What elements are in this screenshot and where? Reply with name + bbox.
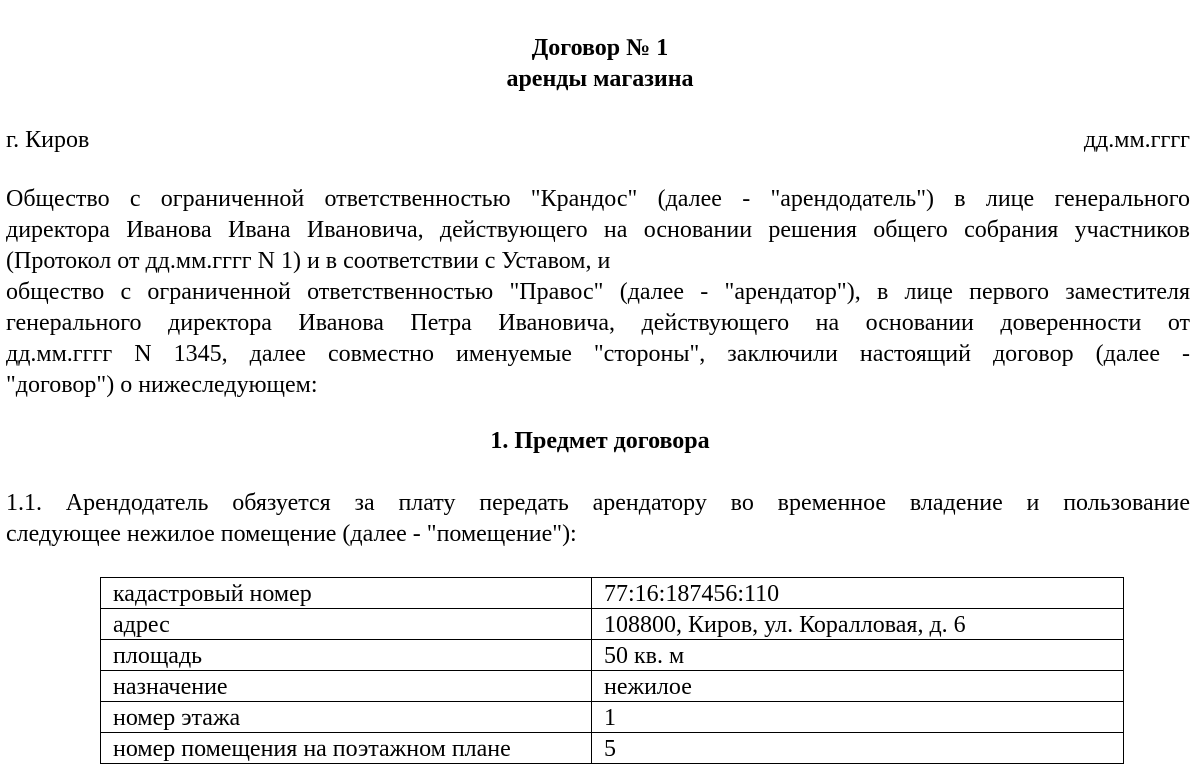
- table-row: [101, 702, 1124, 733]
- table-row: [101, 671, 1124, 702]
- table-cell-label: адрес: [101, 609, 592, 640]
- table-cell-value: 1: [592, 702, 1124, 733]
- table-cell-value: 108800, Киров, ул. Коралловая, д. 6: [592, 609, 1124, 640]
- clause-line: 1.1. Арендодатель обязуется за плату передать арендатору во временное владение и пользование: [6, 490, 1190, 516]
- table-cell-value: 50 кв. м: [592, 640, 1124, 671]
- table-row: [101, 733, 1124, 764]
- table-row: [101, 640, 1124, 671]
- table-cell-value: 5: [592, 733, 1124, 764]
- table-cell-value: 77:16:187456:110: [592, 578, 1124, 609]
- preamble-line: (Протокол от дд.мм.гггг N 1) и в соответствии с Уставом, и: [6, 248, 611, 274]
- preamble-line: "договор") о нижеследующем:: [6, 372, 318, 398]
- document-subtitle: аренды магазина: [506, 66, 694, 92]
- table-row: [101, 578, 1124, 609]
- clause-line: следующее нежилое помещение (далее - "помещение"):: [6, 521, 577, 547]
- table-cell-label: номер помещения на поэтажном плане: [101, 733, 592, 764]
- contract-place: г. Киров: [6, 127, 90, 153]
- table-cell-label: площадь: [101, 640, 592, 671]
- table-cell-label: кадастровый номер: [101, 578, 592, 609]
- contract-date: дд.мм.гггг: [1083, 127, 1190, 153]
- document-title: Договор № 1: [531, 35, 669, 61]
- section-heading: 1. Предмет договора: [490, 428, 710, 454]
- table-cell-value: нежилое: [592, 671, 1124, 702]
- table-cell-label: номер этажа: [101, 702, 592, 733]
- table-cell-label: назначение: [101, 671, 592, 702]
- preamble-line: директора Иванова Ивана Ивановича, действующего на основании решения общего собрания участников: [6, 217, 1190, 243]
- preamble-line: общество с ограниченной ответственностью "Правос" (далее - "арендатор"), в лице первого заместителя: [6, 279, 1190, 305]
- preamble-line: Общество с ограниченной ответственностью "Крандос" (далее - "арендодатель") в лице генерального: [6, 186, 1190, 212]
- premises-table: [100, 577, 1124, 764]
- preamble-line: генерального директора Иванова Петра Ивановича, действующего на основании доверенности от: [6, 310, 1190, 336]
- table-row: [101, 609, 1124, 640]
- preamble-line: дд.мм.гггг N 1345, далее совместно именуемые "стороны", заключили настоящий договор (далее -: [6, 341, 1190, 367]
